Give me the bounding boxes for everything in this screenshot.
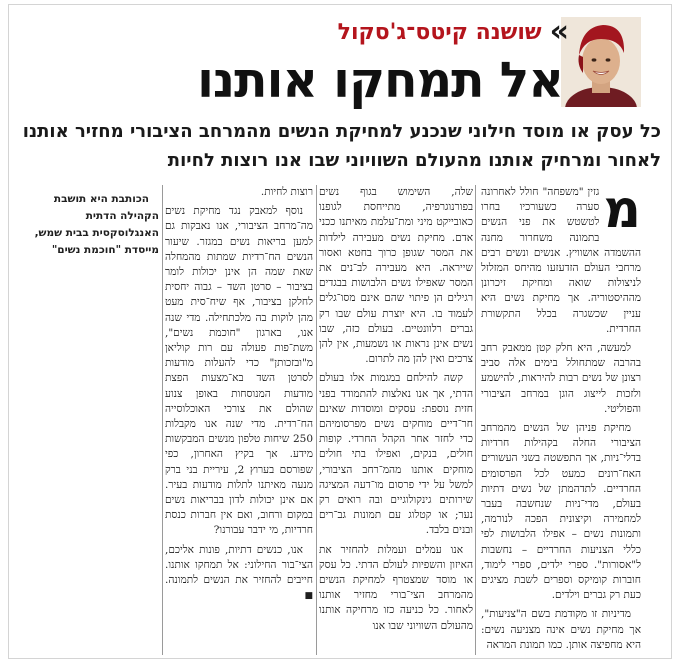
- column-divider: [316, 185, 317, 655]
- paragraph-text: אנו, כנשים דתיות, פונות אליכם, הצי־בור החילוני: אל תמחקו אותנו. חייבים להחזיר את הנשים לתמונה.: [165, 543, 313, 587]
- author-name: שושנה קיטס־ג'סקול: [337, 19, 542, 45]
- paragraph: רוצות לחיות.: [260, 186, 313, 198]
- paragraph: שלה, השימוש בגוף נשים בפורנוגרפיה, מתייחסת לגופנו כאובייקט מיני ומת־עלמת מאיתנו ככני אדם. מחיקת נשים מעבירה לילדות את המסר שגופן כרוך בחטא ואסור שייראה. היא מעבירה לב־נים את המסר שאפילו נשים הלבושות בבגדים רגילים הן פיתוי שהם אינם מסו־גלים לעמוד בו. היא יוצרת עולם שבו רק גברים רלוונטיים. בעולם כזה, שבו נשים אינן נראות או נשמעות, אין להן צרכים ואין להן מה לתרום.: [319, 186, 473, 366]
- author-bio: הכותבת היא תושבת הקהילה הדתית האנגלוסקסית בבית שמש, מייסדת "חוכמת נשים": [34, 193, 159, 256]
- portrait-image: [561, 17, 641, 107]
- article-body: [19, 185, 641, 655]
- column-divider: [475, 185, 476, 655]
- newspaper-clipping: [8, 4, 672, 659]
- column-divider: [162, 185, 163, 655]
- paragraph-text: גזין "משפחה" חולל לאחרונה סערה כשעורכיו בחרו לטשטש את פני הנשים בתמונה משחרור מחנה ההשמדה אושוויץ. אנשים ונשים רבים מרחבי העולם הזדעזעו מהיחס המזלזל לניצולות שואה ומחיקת זיכרונן מההיסטוריה. אך מחיקת נשים היא עניין שכשגרה בכלל התקשורת החרדית.: [481, 186, 641, 335]
- author-portrait: [561, 17, 641, 107]
- paragraph: למעשה, היא חלק קטן ממאבק רחב בהרבה שמתחולל בימים אלה סביב רצונן של נשים רבות להיראות, להישמע ולזכות לייצוג הוגן במרחב הציבורי והפוליטי.: [481, 342, 641, 415]
- article-column-2: [319, 185, 473, 655]
- drop-cap: מ: [603, 185, 641, 240]
- subheadline: כל עסק או מוסד חילוני שנכנע למחיקת הנשים מהמרחב הציבורי מחזיר אותנו לאחור ומרחיק אותנו מהעולם השוויוני שבו אנו רוצות לחיות: [22, 121, 661, 171]
- paragraph: מחיקת פניהן של הנשים מהמרחב הציבורי החלה בקהילות חרדיות בדלי־ניות, אך התפשטה בשני העשורים האח־רונים כמעט לכל הפרסומים החרדיים. לתדהמתן של נשים דתיות בעולם, מדי־ניות שנחשבה בעבר למחמירה וקיצונית הפכה לנורמה, ותמונות נשים – אפילו הלבושות לפי כללי הצניעות החרדיים – נחשבות ל"אסורות". ספרי ילדים, ספרי לימוד, חוברות קומיקס וספרים לשבת מציגים כעת רק גברים וילדים.: [481, 422, 641, 602]
- byline-marker-icon: »: [549, 14, 563, 49]
- paragraph: קשה להילחם במגמות אלו בעולם הדתי, אך אנו נאלצות להתמודד בפני חזית נוספת: עסקים ומוסדות שאינם חר־דיים מוחקים נשים מפרסומיהם כדי לחזר אחר הקהל החרדי. קופות חולים, בנקים, ואפילו בתי חולים מוחקים אותנו מהמ־רחב הציבורי, למשל על ידי פרסום מו־דעה המציגה שירותים גינקולוגיים ובה רואים רק נער; או קטלוג עם תמונות גב־רים ובנים בלבד.: [319, 372, 473, 537]
- paragraph: נוסף למאבק נגד מחיקת נשים מה־מרחב הציבורי, אנו נאבקות גם למען בריאות נשים במגזר. שיעור הנשים הח־רדיות שמתות מהמחלה שאת שמה הן אינן יכולות לומר בציבור – סרטן השד – גבוה יחסית לחלקן בציבור, אף שיח־סית מעט מהן לוקות בה מלכתחילה. מדי שנה אנו, בארגון "חוכמת נשים", משת־פות פעולה עם רות קוליאן מ"ובזכותן" כדי להעלות מודעות לסרטן השד בא־מצעות הפצת מודעות המנוסחות באופן צנוע שהולם את צורכי האוכלוסייה הח־רדית. מדי שנה אנו מקבלות 250 שיחות טלפון מנשים המבקשות מידע. אך בקיץ האחרון, כפי שפורסם בערוץ 2, עיריית בני ברק מנעה מאיתנו לתלות מודעות בעיר. אם אינן יכולות לדון בבריאות נשים במקום ורחוב, ואם אין חברות כנסת חרדיות, מי ידבר עבורנו?: [165, 205, 313, 537]
- headline: אל תמחקו אותנו: [197, 52, 563, 109]
- article-column-4: [25, 185, 159, 655]
- byline: [338, 15, 563, 49]
- paragraph: [481, 185, 641, 337]
- end-mark-icon: ■: [304, 591, 313, 602]
- article-column-1: [481, 185, 641, 655]
- paragraph: מדיניות זו מקודמת בשם ה"צניעות", אך מחיקת נשים אינה מצניעה נשים: היא מחפיצה אותן. כמו תמונת המראה: [481, 608, 641, 651]
- article-column-3: [165, 185, 313, 655]
- paragraph: אנו עמלים ועמלות להחזיר את האיזון והשפיות לעולם הדתי. כל עסק או מוסד שמצטרף למחיקת הנשים מהמרחב הצי־בורי מחזיר אותנו לאחור. כל כניעה כזו מרחיקה אותנו מהעולם השוויוני שבו אנו: [319, 543, 473, 632]
- paragraph: [165, 543, 313, 605]
